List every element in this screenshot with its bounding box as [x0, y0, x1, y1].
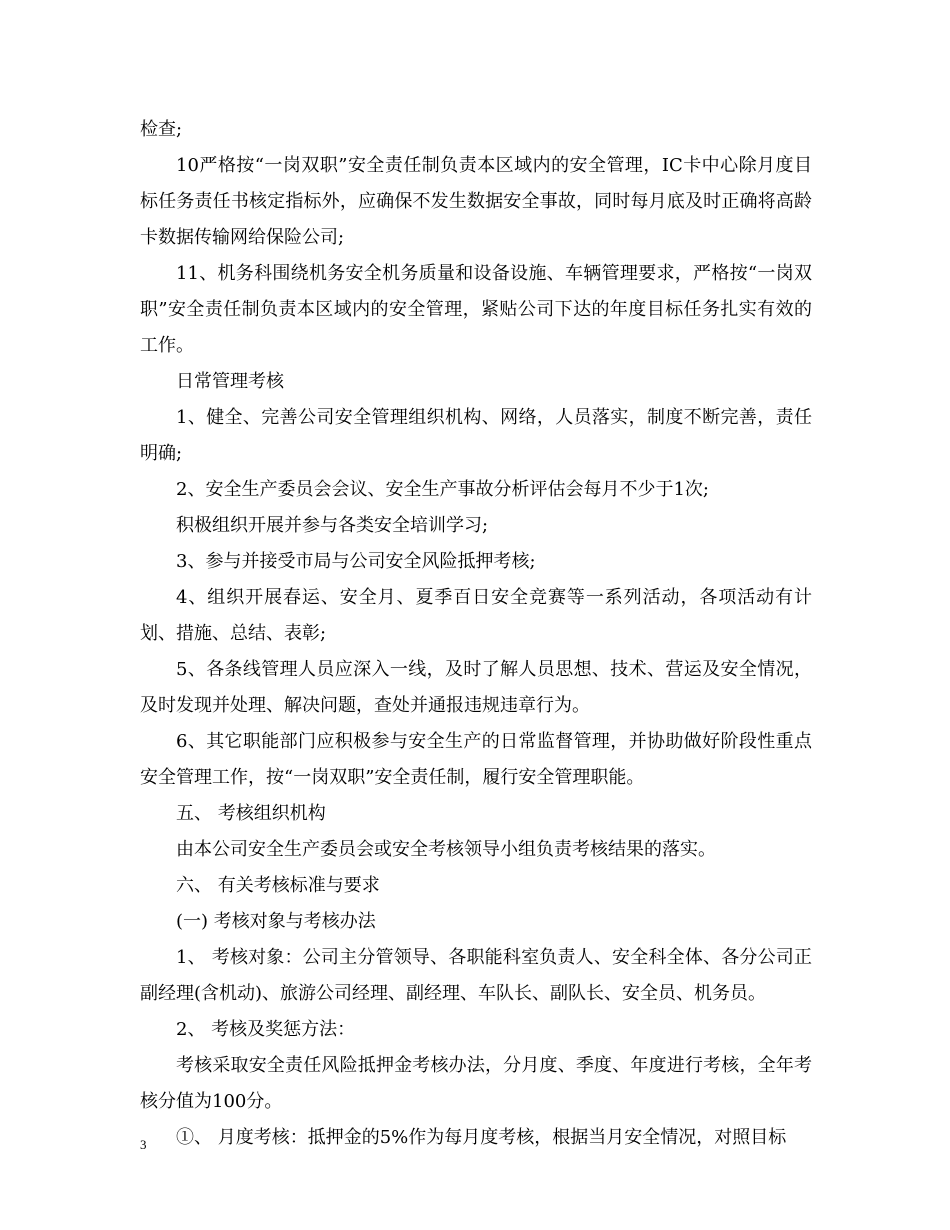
- paragraph: 1、 考核对象：公司主分管领导、各职能科室负责人、安全科全体、各分公司正副经理(含机动)、旅游公司经理、副经理、车队长、副队长、安全员、机务员。: [140, 947, 812, 1004]
- paragraph: 积极组织开展并参与各类安全培训学习;: [176, 515, 489, 536]
- paragraph: 3、参与并接受市局与公司安全风险抵押考核;: [176, 551, 536, 572]
- paragraph: 日常管理考核: [176, 371, 284, 392]
- paragraph: 6、其它职能部门应积极参与安全生产的日常监督管理，并协助做好阶段性重点安全管理工作，按“一岗双职”安全责任制，履行安全管理职能。: [140, 731, 812, 788]
- paragraph: ①、 月度考核：抵押金的5%作为每月度考核，根据当月安全情况，对照目标: [176, 1127, 787, 1148]
- paragraph: 2、安全生产委员会会议、安全生产事故分析评估会每月不少于1次;: [176, 479, 709, 500]
- document-body: [140, 112, 812, 1156]
- page-number: 3: [140, 1137, 147, 1152]
- paragraph: 五、 考核组织机构: [176, 803, 326, 824]
- paragraph: 2、 考核及奖惩方法：: [176, 1019, 356, 1040]
- paragraph: 5、各条线管理人员应深入一线，及时了解人员思想、技术、营运及安全情况，及时发现并处理、解决问题，查处并通报违规违章行为。: [140, 659, 812, 716]
- paragraph: 10严格按“一岗双职”安全责任制负责本区域内的安全管理，IC卡中心除月度目标任务责任书核定指标外，应确保不发生数据安全事故，同时每月底及时正确将高龄卡数据传输网给保险公司;: [140, 155, 812, 248]
- paragraph: 六、 有关考核标准与要求: [176, 875, 380, 896]
- paragraph: (一) 考核对象与考核办法: [176, 911, 376, 932]
- paragraph: 考核采取安全责任风险抵押金考核办法，分月度、季度、年度进行考核，全年考核分值为100分。: [140, 1055, 812, 1112]
- paragraph: 1、健全、完善公司安全管理组织机构、网络，人员落实，制度不断完善，责任明确;: [140, 407, 812, 464]
- paragraph: 4、组织开展春运、安全月、夏季百日安全竞赛等一系列活动，各项活动有计划、措施、总结、表彰;: [140, 587, 812, 644]
- paragraph: 11、机务科围绕机务安全机务质量和设备设施、车辆管理要求，严格按“一岗双职”安全责任制负责本区域内的安全管理，紧贴公司下达的年度目标任务扎实有效的工作。: [140, 263, 812, 356]
- paragraph: 检查;: [140, 119, 183, 140]
- paragraph: 由本公司安全生产委员会或安全考核领导小组负责考核结果的落实。: [176, 839, 716, 860]
